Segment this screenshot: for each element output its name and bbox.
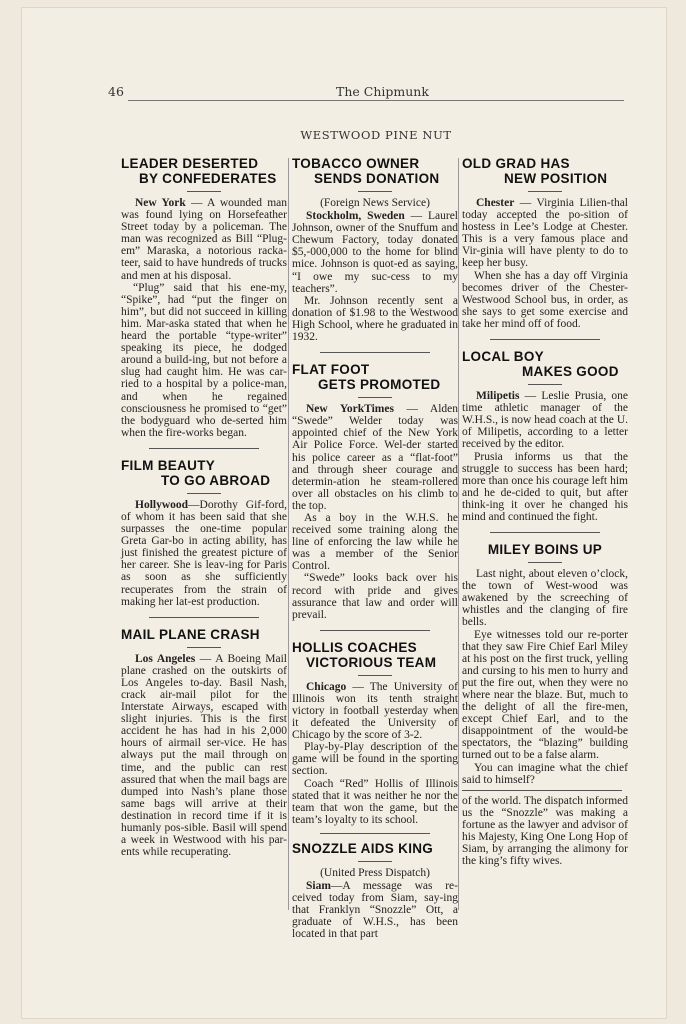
headline-line-1: SNOZZLE AIDS KING	[292, 840, 434, 856]
paragraph: You can imagine what the chief said to himself?	[462, 761, 628, 786]
headline	[462, 156, 628, 186]
divider	[187, 493, 221, 494]
article-hollis-coaches	[292, 640, 458, 826]
article-miley-boins-up	[462, 542, 628, 786]
news-credit: (Foreign News Service)	[320, 197, 430, 209]
article-body	[462, 390, 628, 450]
article-old-grad	[462, 156, 628, 330]
divider	[187, 191, 221, 192]
headline-line-1: LEADER DESERTED	[121, 156, 259, 171]
article-flat-foot	[292, 362, 458, 621]
dateline: New YorkTimes	[306, 403, 394, 416]
lead-text: —Dorothy Gif-ford, of whom it has been said that she surpasses the one-time popular Greta Gar-bo in acting ability, has just finished the greatest picture of her career. She is leav-ing for Paris as soon as she sufficiently recuperates from the strain of making her lat-est production.	[121, 498, 287, 608]
lead-text: —A message was re-ceived today from Siam, say-ing that Franklyn “Snozzle” Ott, a graduate of W.H.S., has been located in that part	[292, 880, 458, 941]
article-body	[462, 197, 628, 270]
paragraph: Coach “Red” Hollis of Illinois stated that it was neither he nor the team that won the game, but the team’s loyalty to its school.	[292, 777, 458, 826]
headline-line-1: OLD GRAD HAS	[462, 156, 570, 171]
divider	[358, 675, 392, 676]
article-snozzle-aids-king	[292, 841, 458, 941]
lead-text: — Laurel Johnson, owner of the Snuffum and Chewum Factory, today donated $5,-000,000 to the home for blind mice. Johnson is quot-ed as saying, “I owe my suc-cess to my teachers”.	[292, 210, 458, 295]
article-snozzle-continued	[462, 795, 628, 868]
headline-line-2: MAKES GOOD	[522, 364, 619, 380]
divider	[528, 191, 562, 192]
headline-line-2: TO GO ABROAD	[161, 472, 271, 488]
headline	[292, 362, 458, 392]
headline	[462, 542, 628, 557]
dateline: Los Angeles	[135, 652, 196, 665]
headline-line-2: GETS PROMOTED	[318, 377, 441, 393]
lead-text: — The University of Illinois won its tenth straight victory in football yesterday when it defeated the University of Chicago by the score of 3-2.	[292, 680, 458, 742]
page-number: 46	[108, 84, 124, 99]
headline-line-1: LOCAL BOY	[462, 349, 544, 365]
headline	[121, 627, 287, 642]
paragraph: Play-by-Play description of the game will be found in the sporting section.	[292, 741, 458, 778]
paragraph: When she has a day off Virginia becomes driver of the Chester-Westwood School bus, in order, as she says to get some exercise and take her mind off of food.	[462, 269, 628, 330]
article-local-boy	[462, 349, 628, 523]
paragraph: Mr. Johnson recently sent a donation of $1.98 to the Westwood High School, where he graduated in 1932.	[292, 294, 458, 344]
dateline: Milipetis	[476, 390, 520, 403]
lead-text: — Alden “Swede” Welder today was appointed chief of the New York Air Police Force. Wel-der started his police career as a “flat-foot” and through sheer courage and determin-ation he steam-rollered over all obstacles on his climb to the top.	[292, 403, 458, 512]
section-title: WESTWOOD PINE NUT	[300, 128, 452, 142]
divider	[187, 647, 221, 648]
article-body	[292, 880, 458, 940]
headline-line-1: TOBACCO OWNER	[292, 156, 420, 171]
magazine-title: The Chipmunk	[336, 84, 429, 99]
divider	[528, 562, 562, 563]
headline	[292, 640, 458, 670]
dateline: New York	[135, 197, 186, 209]
headline	[121, 156, 287, 186]
divider	[358, 397, 392, 398]
header-rule	[128, 100, 624, 101]
headline	[121, 458, 287, 488]
headline-line-1: FLAT FOOT	[292, 362, 370, 378]
headline	[292, 156, 458, 186]
headline-line-1: FILM BEAUTY	[121, 457, 216, 473]
article-body	[292, 403, 458, 512]
paragraph: Prusia informs us that the struggle to success has been hard; more than once his courage left him and he de-cided to quit, but after think-ing it over he changed his mind and continued the fight.	[462, 450, 628, 523]
running-header	[108, 84, 624, 98]
headline-line-2: VICTORIOUS TEAM	[306, 654, 437, 670]
headline-line-2: BY CONFEDERATES	[139, 171, 277, 186]
column-3	[462, 156, 628, 867]
column-divider	[288, 158, 289, 910]
news-credit: (United Press Dispatch)	[320, 866, 430, 879]
lead-text: — Virginia Lilien-thal today accepted the po-sition of hostess in Lee’s Lodge at Chester. This is a very famous place and Vir-ginia will have plenty to do to keep her busy.	[462, 197, 628, 270]
column-2	[292, 156, 458, 941]
lead-text: — Leslie Prusia, one time athletic manager of the W.H.S., is now head coach at the U. of Milipetis, according to a letter received by the editor.	[462, 390, 628, 451]
article-body	[121, 653, 287, 859]
divider	[320, 833, 430, 834]
divider	[462, 790, 622, 791]
article-body: of the world. The dispatch informed us the “Snozzle” was making a fortune as the lawyer and advisor of his Majesty, King One Long Hop of Siam, by arranging the alimony for the king’s fifty wives.	[462, 794, 628, 868]
paragraph: “Plug” said that his ene-my, “Spike”, had “put the finger on him”, but did not succeed in killing him. Mar-aska stated that when he heard the portable “type-writer” speaking its piece, he dodged around a build-ing, but not before a slug had caught him. He was car-ried to a hospital by a police-man, and when he regained consciousness he promised to “get” the bodyguard who de-serted him when the fire-works began.	[121, 281, 287, 439]
dateline: Chicago	[306, 680, 347, 693]
headline-line-2: NEW POSITION	[504, 171, 608, 186]
lead-text: — A Boeing Mail plane crashed on the outskirts of Los Angeles to-day. Basil Nash, crack air-mail pilot for the Interstate Airways, escaped with slight injuries. This is the first accident he has had in his 2,000 hours of airmail ser-vice. He has always put the mail through on time, and the public can rest assured that when the mail bags are dumped into Nash’s plane those same bags will arrive at their destination in record time if it is humanly pos-sible. Basil will spend a week in Westwood with his par-ents while recuperating.	[121, 652, 288, 859]
paragraph: “Swede” looks back over his record with pride and gives assurance that law and order will prevail.	[292, 572, 458, 621]
article-body	[121, 197, 287, 282]
divider	[149, 617, 259, 618]
divider	[490, 532, 600, 533]
divider	[358, 191, 392, 192]
article-body	[292, 210, 458, 295]
article-leader-deserted	[121, 156, 287, 439]
dateline: Hollywood	[135, 498, 189, 511]
divider	[149, 448, 259, 449]
article-body: Last night, about eleven o’clock, the town of West-wood was awakened by the screeching of whistles and the clanging of fire bells.	[462, 568, 628, 629]
dateline: Chester	[476, 197, 515, 209]
divider	[320, 630, 430, 631]
headline	[292, 841, 458, 856]
headline-line-2: SENDS DONATION	[314, 171, 440, 186]
article-film-beauty	[121, 458, 287, 608]
dateline: Siam	[306, 880, 331, 893]
column-divider	[458, 158, 459, 910]
article-body	[121, 499, 287, 608]
divider	[528, 384, 562, 385]
headline-line-1: HOLLIS COACHES	[292, 639, 417, 655]
lead-text: — A wounded man was found lying on Horsefeather Street today by a policeman. The man was recognized as Bill “Plug-em” Maraska, a notorious racka-teer, said to have hundreds of trucks and men at his disposal.	[121, 197, 287, 282]
article-body	[292, 681, 458, 741]
paragraph: Eye witnesses told our re-porter that they saw Fire Chief Earl Miley at his post on the first truck, yelling and cursing to his men to hurry and put the fire out, when they were no where near the blaze. But, much to the delight of all the fire-men, except Chief Earl, and to the disappointment of the would-be spectators, the “blazing” building turned out to be a false alarm.	[462, 628, 628, 762]
headline-line-1: MILEY BOINS UP	[487, 542, 603, 558]
divider	[358, 861, 392, 862]
divider	[490, 339, 600, 340]
paragraph: As a boy in the W.H.S. he received some training along the line of enforcing the law while he was a member of the Senior Control.	[292, 511, 458, 573]
headline-line-1: MAIL PLANE CRASH	[121, 626, 260, 642]
divider	[320, 352, 430, 353]
dateline: Stockholm, Sweden	[306, 210, 405, 223]
article-mail-plane	[121, 627, 287, 859]
headline	[462, 349, 628, 379]
column-1	[121, 156, 287, 858]
article-tobacco-owner	[292, 156, 458, 343]
